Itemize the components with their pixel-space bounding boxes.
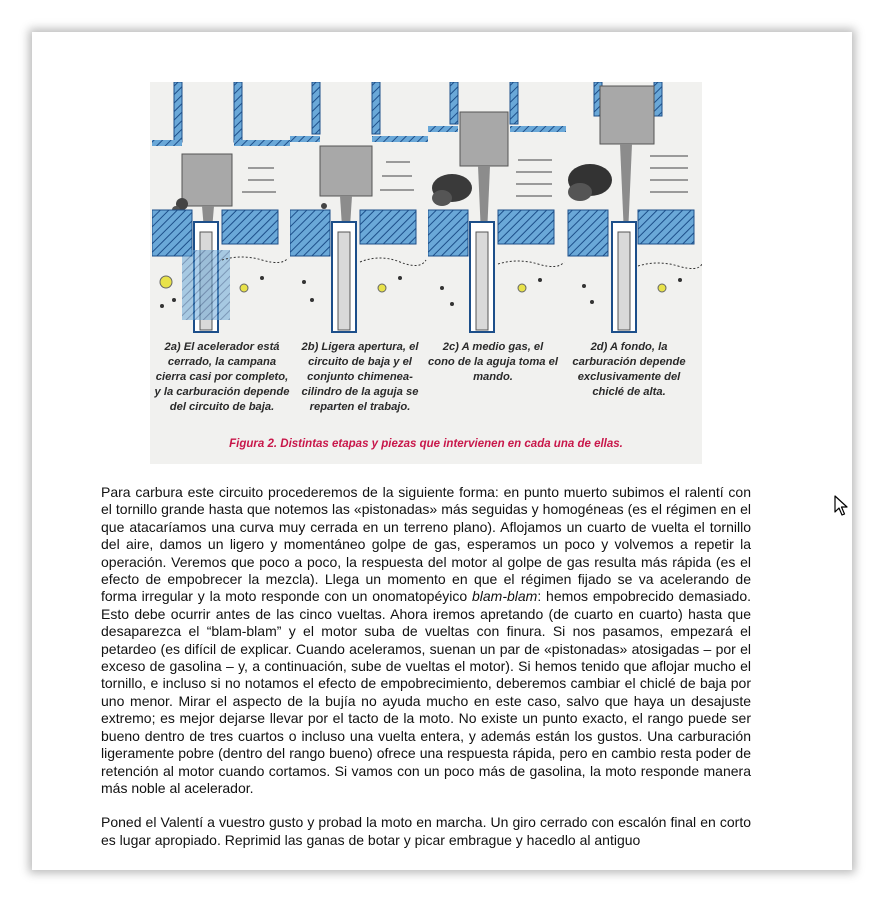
carburetor-diagram-2c bbox=[428, 82, 566, 354]
document-page bbox=[32, 32, 852, 870]
caption-2c: 2c) A medio gas, el cono de la aguja toma el mando. bbox=[428, 341, 558, 383]
figure-title: Figura 2. Distintas etapas y piezas que intervienen en cada una de ellas. bbox=[229, 438, 623, 450]
emphasis-text: blam-blam bbox=[471, 588, 538, 605]
caption-2a: 2a) El acelerador está cerrado, la campana cierra casi por completo, y la carburación depende del circuito de baja. bbox=[154, 341, 290, 413]
carburetor-diagram-2a bbox=[152, 82, 290, 354]
paragraph-text: Para carbura este circuito procederemos de la siguiente forma: en punto muerto subimos el ralentí con el tornillo grande hasta que notemos las «pistonadas» más seguidas y homogéneas (es el régimen en el que atacaríamos una curva muy cerrada en un terreno plano). Aflojamos un cuarto de vuelta el tornillo del aire, damos un ligero y momentáneo golpe de gas, esperamos un poco y volvemos a repetir la operación. Veremos que poco a poco, la respuesta del motor al golpe de gas resulta más rápida (es el efecto de empobrecer la mezcla). Llega un momento en que el régimen fijado se va acelerando de forma irregular y la moto responde con un onomatopéyico bbox=[101, 484, 751, 605]
body-text bbox=[101, 484, 751, 866]
carburetor-diagram-2b bbox=[290, 82, 428, 354]
carburetor-figure bbox=[150, 82, 702, 464]
caption-2d: 2d) A fondo, la carburación depende exclusivamente del chiclé de alta. bbox=[572, 341, 686, 398]
mouse-pointer-icon bbox=[834, 495, 850, 522]
paragraph-text: : hemos empobrecido demasiado. Esto debe ocurrir antes de las cinco vueltas. Ahora iremos apretando (de cuarto en cuarto) hasta que desaparezca el “blam-blam” y el motor suba de vueltas con finura. Si nos pasamos, empezará el petardeo (es difícil de explicar. Cuando aceleramos, suenan un par de «pistonadas» atosigadas – por el exceso de gasolina – y, a continuación, sube de vueltas el motor). Si hemos tenido que aflojar mucho el tornillo, e incluso si no notamos el efecto de empobrecimiento, deberemos cambiar el chiclé de baja por uno menor. Mirar el aspecto de la bujía no ayuda mucho en este caso, salvo que haya un desajuste extremo; es mejor dejarse llevar por el tacto de la moto. No existe un punto exacto, el rango puede ser bueno dentro de tres cuartos o incluso una vuelta entera, y además están los gustos. Una carburación ligeramente pobre (dentro del rango bueno) ofrece una respuesta rápida, pero en cambio resta poder de retención al motor cuando cortamos. Si vamos con un poco más de gasolina, la moto responde manera más noble al acelerador. bbox=[101, 588, 751, 796]
caption-2b: 2b) Ligera apertura, el circuito de baja y el conjunto chimenea-cilindro de la aguja se reparten el trabajo. bbox=[301, 341, 419, 413]
paragraph: Poned el Valentí a vuestro gusto y probad la moto en marcha. Un giro cerrado con escalón final en corto es lugar apropiado. Reprimid las ganas de botar y picar embrague y hacedlo al antiguo bbox=[101, 814, 751, 848]
paragraph bbox=[101, 484, 751, 797]
carburetor-diagram-2d bbox=[564, 82, 702, 354]
